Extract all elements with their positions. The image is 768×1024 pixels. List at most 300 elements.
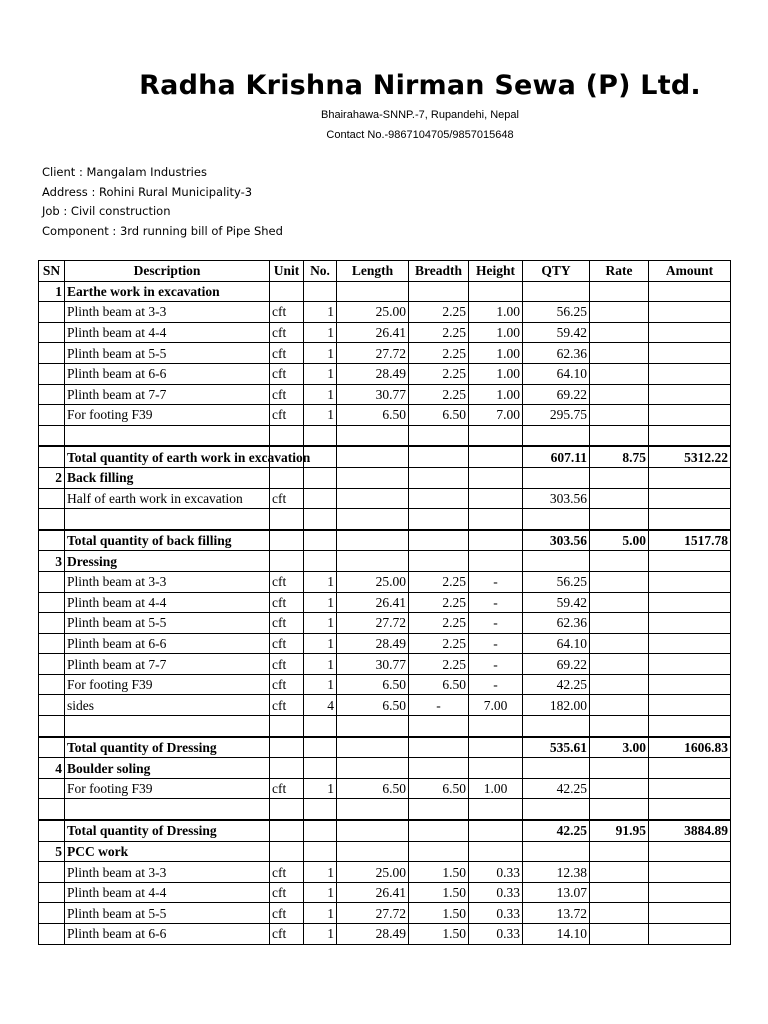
cell-unit <box>270 799 304 820</box>
company-address: Bhairahawa-SNNP.-7, Rupandehi, Nepal <box>321 109 519 121</box>
cell-sn <box>39 799 65 820</box>
cell-unit <box>270 509 304 530</box>
cell-height: 0.33 <box>469 903 523 924</box>
cell-description: Back filling <box>65 467 270 488</box>
table-row <box>39 405 731 426</box>
cell-rate <box>590 425 649 446</box>
cell-sn <box>39 509 65 530</box>
job-line: Job : Civil construction <box>42 204 171 218</box>
cell-unit: cft <box>270 322 304 343</box>
cell-description: Plinth beam at 5-5 <box>65 903 270 924</box>
cell-rate <box>590 882 649 903</box>
cell-qty <box>523 758 590 779</box>
cell-description: Total quantity of back filling <box>65 530 270 551</box>
cell-description: Plinth beam at 5-5 <box>65 613 270 634</box>
cell-sn <box>39 737 65 758</box>
table-row <box>39 924 731 945</box>
total-row <box>39 446 731 467</box>
cell-breadth <box>409 530 469 551</box>
section-header-row <box>39 281 731 302</box>
cell-height <box>469 488 523 509</box>
cell-unit <box>270 820 304 841</box>
address-line: Address : Rohini Rural Municipality-3 <box>42 184 253 199</box>
cell-length <box>337 509 409 530</box>
cell-description: Plinth beam at 7-7 <box>65 654 270 675</box>
cell-height: 1.00 <box>469 778 523 799</box>
cell-no <box>304 530 337 551</box>
cell-rate <box>590 551 649 572</box>
cell-height <box>469 509 523 530</box>
cell-qty: 14.10 <box>523 924 590 945</box>
cell-description: Plinth beam at 6-6 <box>65 363 270 384</box>
cell-no: 1 <box>304 654 337 675</box>
cell-description: Plinth beam at 4-4 <box>65 322 270 343</box>
cell-sn <box>39 343 65 364</box>
company-name: Radha Krishna Nirman Sewa (P) Ltd. <box>139 70 701 101</box>
cell-unit: cft <box>270 633 304 654</box>
table-row <box>39 633 731 654</box>
table-row <box>39 862 731 883</box>
cell-qty: 64.10 <box>523 633 590 654</box>
cell-amount <box>649 862 731 883</box>
table-row <box>39 778 731 799</box>
cell-qty: 607.11 <box>523 446 590 467</box>
cell-qty: 12.38 <box>523 862 590 883</box>
cell-length: 27.72 <box>337 343 409 364</box>
cell-height <box>469 551 523 572</box>
cell-length <box>337 281 409 302</box>
cell-rate <box>590 467 649 488</box>
cell-no: 1 <box>304 322 337 343</box>
cell-breadth: 2.25 <box>409 363 469 384</box>
cell-breadth <box>409 425 469 446</box>
cell-amount <box>649 903 731 924</box>
cell-no: 1 <box>304 674 337 695</box>
total-row <box>39 530 731 551</box>
cell-sn: 2 <box>39 467 65 488</box>
cell-qty: 64.10 <box>523 363 590 384</box>
cell-sn <box>39 716 65 737</box>
cell-no <box>304 467 337 488</box>
cell-unit <box>270 758 304 779</box>
cell-breadth: 6.50 <box>409 405 469 426</box>
cell-amount <box>649 509 731 530</box>
cell-no <box>304 551 337 572</box>
cell-rate <box>590 799 649 820</box>
cell-breadth: 1.50 <box>409 882 469 903</box>
cell-unit <box>270 716 304 737</box>
cell-sn <box>39 924 65 945</box>
cell-unit: cft <box>270 654 304 675</box>
header-sn: SN <box>39 261 65 282</box>
cell-description: Plinth beam at 3-3 <box>65 302 270 323</box>
cell-rate <box>590 281 649 302</box>
header-height: Height <box>469 261 523 282</box>
table-header-row <box>39 261 731 282</box>
table-row <box>39 384 731 405</box>
cell-qty: 69.22 <box>523 384 590 405</box>
cell-description: For footing F39 <box>65 405 270 426</box>
cell-amount <box>649 281 731 302</box>
cell-unit: cft <box>270 674 304 695</box>
cell-height: 1.00 <box>469 302 523 323</box>
client-line: Client : Mangalam Industries <box>42 165 207 179</box>
cell-sn <box>39 384 65 405</box>
cell-breadth <box>409 488 469 509</box>
cell-sn <box>39 425 65 446</box>
cell-description: Total quantity of Dressing <box>65 737 270 758</box>
cell-sn <box>39 778 65 799</box>
cell-length <box>337 446 409 467</box>
cell-no: 1 <box>304 592 337 613</box>
cell-breadth: 2.25 <box>409 592 469 613</box>
cell-breadth <box>409 716 469 737</box>
bill-info <box>42 163 283 241</box>
table-row <box>39 488 731 509</box>
cell-length: 26.41 <box>337 322 409 343</box>
cell-sn <box>39 695 65 716</box>
cell-amount <box>649 799 731 820</box>
cell-description: Half of earth work in excavation <box>65 488 270 509</box>
cell-breadth <box>409 281 469 302</box>
cell-sn <box>39 820 65 841</box>
cell-length <box>337 758 409 779</box>
cell-description: Total quantity of Dressing <box>65 820 270 841</box>
cell-no <box>304 488 337 509</box>
cell-amount: 1517.78 <box>649 530 731 551</box>
cell-description <box>65 716 270 737</box>
cell-unit: cft <box>270 903 304 924</box>
cell-height: 0.33 <box>469 882 523 903</box>
cell-amount <box>649 405 731 426</box>
cell-length <box>337 716 409 737</box>
cell-length: 28.49 <box>337 633 409 654</box>
cell-length <box>337 530 409 551</box>
cell-unit <box>270 467 304 488</box>
cell-breadth <box>409 758 469 779</box>
cell-description: Plinth beam at 4-4 <box>65 592 270 613</box>
cell-no: 1 <box>304 384 337 405</box>
cell-length: 6.50 <box>337 695 409 716</box>
cell-amount <box>649 654 731 675</box>
cell-qty: 42.25 <box>523 820 590 841</box>
cell-amount <box>649 425 731 446</box>
cell-amount <box>649 363 731 384</box>
cell-sn: 4 <box>39 758 65 779</box>
cell-qty: 42.25 <box>523 778 590 799</box>
cell-rate <box>590 674 649 695</box>
cell-rate <box>590 592 649 613</box>
cell-qty: 42.25 <box>523 674 590 695</box>
cell-rate <box>590 924 649 945</box>
cell-breadth: 1.50 <box>409 924 469 945</box>
cell-rate: 3.00 <box>590 737 649 758</box>
company-contact: Contact No.-9867104705/9857015648 <box>326 129 514 141</box>
cell-height <box>469 799 523 820</box>
cell-height <box>469 758 523 779</box>
cell-sn <box>39 903 65 924</box>
cell-height <box>469 737 523 758</box>
cell-amount <box>649 613 731 634</box>
cell-amount <box>649 674 731 695</box>
cell-qty: 535.61 <box>523 737 590 758</box>
cell-no: 1 <box>304 571 337 592</box>
table-row <box>39 322 731 343</box>
cell-qty: 69.22 <box>523 654 590 675</box>
cell-breadth <box>409 841 469 862</box>
cell-sn <box>39 654 65 675</box>
cell-no: 1 <box>304 302 337 323</box>
cell-amount <box>649 322 731 343</box>
cell-no: 1 <box>304 363 337 384</box>
cell-qty <box>523 425 590 446</box>
cell-amount <box>649 841 731 862</box>
cell-height: - <box>469 613 523 634</box>
cell-no: 4 <box>304 695 337 716</box>
table-row <box>39 695 731 716</box>
cell-unit <box>270 425 304 446</box>
cell-sn <box>39 633 65 654</box>
cell-no: 1 <box>304 924 337 945</box>
cell-description: Plinth beam at 7-7 <box>65 384 270 405</box>
cell-sn <box>39 862 65 883</box>
cell-no <box>304 841 337 862</box>
cell-height: 1.00 <box>469 343 523 364</box>
cell-no <box>304 281 337 302</box>
cell-height <box>469 820 523 841</box>
cell-description <box>65 509 270 530</box>
cell-sn <box>39 405 65 426</box>
cell-unit: cft <box>270 405 304 426</box>
cell-unit <box>270 281 304 302</box>
cell-description: sides <box>65 695 270 716</box>
cell-rate: 91.95 <box>590 820 649 841</box>
cell-height <box>469 467 523 488</box>
cell-rate <box>590 695 649 716</box>
cell-length: 27.72 <box>337 903 409 924</box>
cell-unit: cft <box>270 924 304 945</box>
cell-rate <box>590 841 649 862</box>
cell-breadth: 2.25 <box>409 571 469 592</box>
blank-row <box>39 425 731 446</box>
cell-no <box>304 509 337 530</box>
cell-height: - <box>469 674 523 695</box>
cell-length: 25.00 <box>337 302 409 323</box>
cell-height: - <box>469 592 523 613</box>
cell-qty: 59.42 <box>523 322 590 343</box>
cell-length <box>337 737 409 758</box>
cell-amount <box>649 778 731 799</box>
cell-amount <box>649 467 731 488</box>
cell-no <box>304 737 337 758</box>
cell-unit <box>270 737 304 758</box>
blank-row <box>39 799 731 820</box>
cell-no <box>304 820 337 841</box>
cell-unit: cft <box>270 862 304 883</box>
cell-height: - <box>469 571 523 592</box>
cell-qty: 295.75 <box>523 405 590 426</box>
cell-height: 1.00 <box>469 384 523 405</box>
cell-rate <box>590 384 649 405</box>
cell-height: 1.00 <box>469 363 523 384</box>
header-no: No. <box>304 261 337 282</box>
cell-amount <box>649 633 731 654</box>
header-unit: Unit <box>270 261 304 282</box>
cell-sn <box>39 571 65 592</box>
cell-unit <box>270 530 304 551</box>
cell-description: Boulder soling <box>65 758 270 779</box>
table-row <box>39 363 731 384</box>
cell-description: For footing F39 <box>65 778 270 799</box>
cell-breadth: 2.25 <box>409 322 469 343</box>
cell-breadth: 6.50 <box>409 674 469 695</box>
cell-length: 27.72 <box>337 613 409 634</box>
cell-description: Plinth beam at 5-5 <box>65 343 270 364</box>
cell-height: 0.33 <box>469 924 523 945</box>
cell-unit: cft <box>270 778 304 799</box>
cell-qty <box>523 799 590 820</box>
cell-amount <box>649 571 731 592</box>
cell-no <box>304 799 337 820</box>
cell-length: 26.41 <box>337 882 409 903</box>
cell-unit: cft <box>270 613 304 634</box>
cell-breadth: 2.25 <box>409 613 469 634</box>
cell-breadth <box>409 551 469 572</box>
cell-rate <box>590 322 649 343</box>
cell-no: 1 <box>304 778 337 799</box>
cell-sn <box>39 322 65 343</box>
cell-sn <box>39 592 65 613</box>
cell-sn: 1 <box>39 281 65 302</box>
cell-description <box>65 799 270 820</box>
cell-qty: 56.25 <box>523 302 590 323</box>
total-row <box>39 737 731 758</box>
cell-length: 28.49 <box>337 924 409 945</box>
cell-amount <box>649 924 731 945</box>
cell-amount <box>649 384 731 405</box>
cell-description: Dressing <box>65 551 270 572</box>
cell-amount <box>649 882 731 903</box>
cell-rate <box>590 778 649 799</box>
cell-no: 1 <box>304 343 337 364</box>
component-line: Component : 3rd running bill of Pipe Shed <box>42 223 283 238</box>
cell-description: For footing F39 <box>65 674 270 695</box>
cell-length <box>337 467 409 488</box>
cell-sn <box>39 363 65 384</box>
cell-amount <box>649 343 731 364</box>
cell-breadth: 2.25 <box>409 384 469 405</box>
table-row <box>39 302 731 323</box>
cell-amount: 3884.89 <box>649 820 731 841</box>
cell-sn: 3 <box>39 551 65 572</box>
cell-qty <box>523 281 590 302</box>
cell-sn <box>39 488 65 509</box>
cell-description: PCC work <box>65 841 270 862</box>
cell-qty: 182.00 <box>523 695 590 716</box>
cell-rate <box>590 758 649 779</box>
cell-unit <box>270 551 304 572</box>
cell-rate <box>590 302 649 323</box>
cell-breadth <box>409 820 469 841</box>
cell-qty <box>523 716 590 737</box>
cell-height: 7.00 <box>469 405 523 426</box>
cell-length: 25.00 <box>337 571 409 592</box>
cell-rate <box>590 343 649 364</box>
cell-breadth <box>409 737 469 758</box>
cell-breadth: 1.50 <box>409 903 469 924</box>
cell-height <box>469 281 523 302</box>
cell-length: 6.50 <box>337 778 409 799</box>
cell-qty: 303.56 <box>523 488 590 509</box>
cell-no: 1 <box>304 903 337 924</box>
cell-rate <box>590 571 649 592</box>
cell-rate <box>590 613 649 634</box>
table-row <box>39 654 731 675</box>
cell-amount <box>649 551 731 572</box>
cell-height: 7.00 <box>469 695 523 716</box>
cell-description: Plinth beam at 3-3 <box>65 862 270 883</box>
cell-no: 1 <box>304 862 337 883</box>
cell-rate <box>590 509 649 530</box>
cell-no: 1 <box>304 882 337 903</box>
cell-rate <box>590 903 649 924</box>
cell-rate <box>590 488 649 509</box>
header-qty: QTY <box>523 261 590 282</box>
section-header-row <box>39 841 731 862</box>
header-breadth: Breadth <box>409 261 469 282</box>
cell-unit: cft <box>270 488 304 509</box>
cell-height: - <box>469 633 523 654</box>
cell-unit <box>270 841 304 862</box>
cell-breadth: 1.50 <box>409 862 469 883</box>
cell-amount <box>649 302 731 323</box>
cell-qty <box>523 551 590 572</box>
total-row <box>39 820 731 841</box>
cell-description <box>65 425 270 446</box>
cell-unit: cft <box>270 384 304 405</box>
cell-qty: 59.42 <box>523 592 590 613</box>
cell-qty: 62.36 <box>523 343 590 364</box>
cell-rate <box>590 363 649 384</box>
cell-length: 30.77 <box>337 384 409 405</box>
table-row <box>39 903 731 924</box>
cell-length: 25.00 <box>337 862 409 883</box>
cell-length: 26.41 <box>337 592 409 613</box>
cell-height <box>469 446 523 467</box>
cell-breadth: 2.25 <box>409 633 469 654</box>
cell-height <box>469 530 523 551</box>
cell-unit: cft <box>270 592 304 613</box>
cell-unit: cft <box>270 343 304 364</box>
cell-qty: 62.36 <box>523 613 590 634</box>
cell-sn <box>39 530 65 551</box>
cell-amount <box>649 695 731 716</box>
cell-length: 6.50 <box>337 674 409 695</box>
cell-length <box>337 551 409 572</box>
section-header-row <box>39 551 731 572</box>
cell-sn <box>39 674 65 695</box>
cell-sn <box>39 446 65 467</box>
cell-rate <box>590 633 649 654</box>
cell-length: 6.50 <box>337 405 409 426</box>
cell-unit: cft <box>270 302 304 323</box>
cell-description: Plinth beam at 6-6 <box>65 924 270 945</box>
table-row <box>39 343 731 364</box>
cell-length: 28.49 <box>337 363 409 384</box>
cell-sn <box>39 613 65 634</box>
table-row <box>39 613 731 634</box>
table-body <box>39 281 731 944</box>
